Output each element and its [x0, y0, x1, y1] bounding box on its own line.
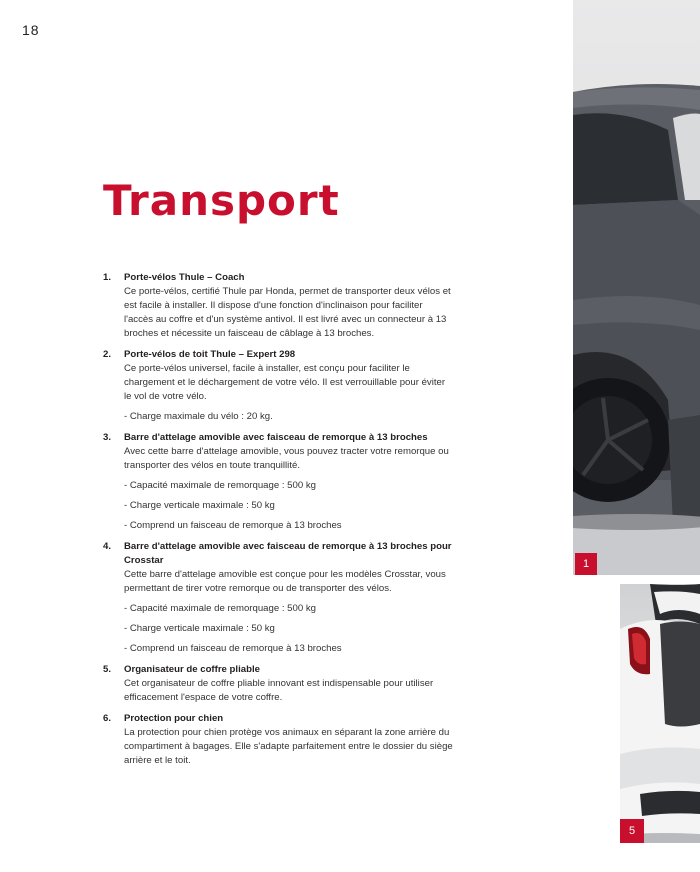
list-item [103, 540, 453, 656]
item-title: Protection pour chien [124, 713, 224, 724]
item-number: 4. [103, 541, 112, 552]
item-number: 6. [103, 713, 112, 724]
item-title: Porte-vélos Thule – Coach [124, 272, 245, 283]
accessory-list [103, 271, 453, 775]
grey-car-rear-photo [573, 0, 700, 575]
list-item [103, 431, 453, 533]
item-spec: - Charge verticale maximale : 50 kg [124, 500, 275, 511]
item-title: Barre d'attelage amovible avec faisceau de remorque à 13 broches pour Crosstar [124, 541, 452, 566]
item-description: Ce porte-vélos universel, facile à installer, est conçu pour faciliter le chargement et le déchargement de votre vélo. Il est verrouillable pour éviter le vol de votre vélo. [124, 363, 446, 402]
item-spec: - Capacité maximale de remorquage : 500 kg [124, 603, 316, 614]
item-description: Cette barre d'attelage amovible est conçue pour les modèles Crosstar, vous permettant de tirer votre remorque ou de transporter des vélos. [124, 569, 446, 594]
item-spec: - Capacité maximale de remorquage : 500 kg [124, 480, 316, 491]
item-title: Porte-vélos de toit Thule – Expert 298 [124, 349, 296, 360]
white-car-trunk-photo [620, 584, 700, 843]
item-description: Cet organisateur de coffre pliable innovant est indispensable pour utiliser efficacement l'espace de votre coffre. [124, 678, 434, 703]
photo-badge: 5 [620, 819, 644, 843]
item-spec: - Charge maximale du vélo : 20 kg. [124, 411, 273, 422]
car-trunk-illustration [620, 584, 700, 843]
item-description: La protection pour chien protège vos animaux en séparant la zone arrière du compartiment à bagages. Elle s'adapte parfaitement entre le dossier du siège arrière et le toit. [124, 727, 453, 766]
photo-badge: 1 [575, 553, 597, 575]
item-number: 3. [103, 432, 112, 443]
item-title: Barre d'attelage amovible avec faisceau de remorque à 13 broches [124, 432, 428, 443]
item-spec: - Charge verticale maximale : 50 kg [124, 623, 275, 634]
item-spec: - Comprend un faisceau de remorque à 13 broches [124, 643, 342, 654]
item-number: 2. [103, 349, 112, 360]
list-item [103, 348, 453, 424]
list-item [103, 712, 453, 768]
item-number: 1. [103, 272, 112, 283]
item-title: Organisateur de coffre pliable [124, 664, 260, 675]
page-number: 18 [22, 22, 40, 38]
item-number: 5. [103, 664, 112, 675]
car-illustration [573, 0, 700, 575]
item-spec: - Comprend un faisceau de remorque à 13 broches [124, 520, 342, 531]
item-description: Ce porte-vélos, certifié Thule par Honda, permet de transporter deux vélos et est facile à installer. Il dispose d'une fonction d'inclinaison pour faciliter l'accès au coffre et d'un système antivol. Il est livré avec un connecteur à 13 broches et nécessite un faisceau de câblage à 13 broches. [124, 286, 451, 339]
list-item [103, 271, 453, 341]
list-item [103, 663, 453, 705]
item-description: Avec cette barre d'attelage amovible, vous pouvez tracter votre remorque ou transporter des vélos en toute tranquillité. [124, 446, 449, 471]
page-title: Transport [103, 176, 340, 225]
